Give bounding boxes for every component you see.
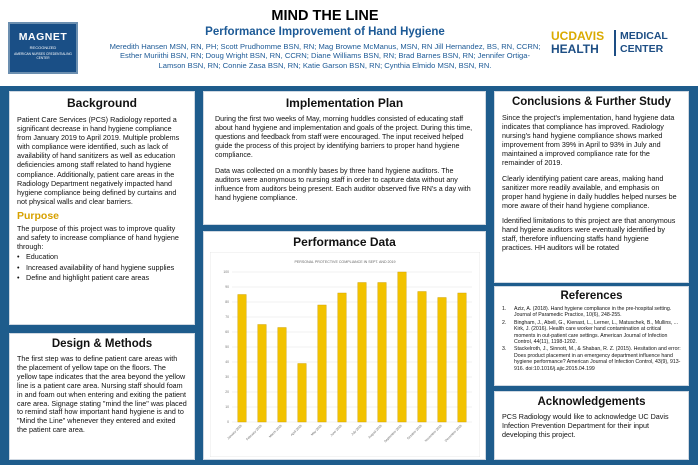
magnet-recognized-logo — [8, 22, 78, 74]
x-tick-label: May 2019 — [309, 423, 323, 437]
conclusions-heading: Conclusions & Further Study — [511, 96, 672, 108]
medical-logo-text: MEDICAL — [620, 30, 668, 42]
background-heading: Background — [66, 96, 137, 110]
x-tick-label: October 2019 — [406, 423, 423, 441]
references-heading: References — [560, 290, 623, 302]
references-panel — [494, 286, 689, 386]
implementation-text-2: Data was collected on a monthly bases by three hand hygiene auditors. The auditors were anonymous to nursing staff in order to capture data without any influence from auditors being present. Each auditor observed five RN's a day with hand hygiene compliance. — [215, 167, 471, 202]
magnet-logo-line1: MAGNET — [18, 31, 68, 43]
y-tick-label: 30 — [225, 375, 229, 380]
chart-bar — [298, 364, 306, 423]
magnet-logo-line2: RECOGNIZED — [29, 45, 57, 50]
poster-header — [0, 0, 698, 86]
implementation-text-1: During the first two weeks of May, morning huddles consisted of educating staff about hand hygiene and implementation and goals of the project. During this time, questions and feedback from staff were encouraged. The input received helped guide the process of this project by identifying barriers to proper hand hygiene compliance. — [215, 115, 473, 159]
y-tick-label: 10 — [225, 405, 229, 410]
x-tick-label: July 2019 — [350, 423, 363, 437]
performance-data-panel — [203, 231, 486, 460]
y-tick-label: 40 — [225, 360, 229, 365]
reference-number: 2. — [502, 319, 507, 326]
implementation-plan-heading: Implementation Plan — [285, 96, 404, 110]
reference-item — [502, 306, 681, 319]
ucdavis-logo-text: UCDAVIS — [551, 29, 605, 43]
reference-text: Bingham, J., Abell, G., Kienast, L., Lerner, L., Matuschek, B., Mullins, ... Kirk, J. (2016). Health care worker hand contamination at critical moments in out-patient care settings. American Journal of Infection Control, 44(11), 1198-1202. — [514, 319, 679, 346]
list-item: • Define and highlight patient care areas — [17, 273, 187, 283]
references-list — [502, 306, 681, 372]
x-tick-label: November 2019 — [423, 423, 443, 443]
background-text: Patient Care Services (PCS) Radiology reported a significant decrease in hand hygiene compliance from January 2019 to April 2019. Multiple problems with compliance were identified, such as lack of availability of hand sanitizers as well as education deficiencies among staff related to hand hygiene compliance. Additionally, patient care areas in the Radiology Department negatively impacted hand hygiene compliance being defined by curtains and not physical walls and clear barriers. — [17, 115, 180, 206]
x-tick-label: January 2019 — [226, 423, 243, 441]
chart-bar — [398, 272, 406, 422]
chart-bar — [338, 293, 346, 422]
conclusions-text-2: Clearly identifying patient care areas, making hand sanitizer more readily available, and emphasis on proper hand hygiene in daily huddles helped nurses be more aware of their hand hygiene compliance. — [502, 173, 677, 210]
purpose-heading: Purpose — [17, 209, 60, 222]
x-tick-label: August 2019 — [367, 423, 383, 440]
chart-bar — [318, 305, 326, 422]
x-tick-label: December 2019 — [443, 423, 463, 443]
medical-center-logo — [620, 30, 668, 56]
conclusions-text-1: Since the project's implementation, hand hygiene data indicates that compliance has improved. Radiology nursing's hand hygiene compliance shows marked improvement from 39% in April to 93% in July and maintained a improved compliance rate for the remainder of 2019. — [502, 113, 675, 168]
reference-item — [502, 320, 681, 346]
chart-bar — [418, 292, 426, 423]
ucdavis-health-logo — [551, 30, 613, 56]
reference-number: 3. — [502, 346, 507, 353]
x-tick-label: April 2019 — [289, 423, 303, 437]
list-item: • Education — [17, 252, 187, 262]
design-methods-heading: Design & Methods — [51, 338, 153, 350]
purpose-list — [17, 252, 187, 283]
acknowledgements-panel — [494, 391, 689, 460]
acknowledgements-text: PCS Radiology would like to acknowledge UC Davis Infection Prevention Department for their input developing this project. — [502, 412, 669, 440]
x-tick-label: September 2019 — [383, 423, 403, 444]
poster-subtitle: Performance Improvement of Hand Hygiene — [205, 26, 445, 38]
author-list — [100, 42, 550, 70]
acknowledgements-heading: Acknowledgements — [537, 396, 646, 408]
logo-divider — [614, 30, 616, 56]
y-tick-label: 90 — [225, 285, 229, 290]
magnet-logo-line3: AMERICAN NURSES CREDENTIALING CENTER — [14, 52, 72, 60]
performance-data-heading: Performance Data — [293, 235, 396, 249]
x-tick-label: June 2019 — [329, 423, 343, 438]
purpose-text: The purpose of this project was to improve quality and safety to increase compliance of hand hygiene through: — [17, 223, 179, 252]
list-item: • Increased availability of hand hygiene supplies — [17, 263, 187, 273]
hand-hygiene-compliance-chart — [210, 252, 480, 457]
x-tick-label: March 2019 — [267, 423, 283, 439]
conclusions-text-3: Identified limitations to this project are that anonymous hand hygiene auditors were eventually identified by staff, therefore influencing staffs hand hygiene practices. HH auditors will be rotated — [502, 215, 676, 253]
health-logo-text: HEALTH — [551, 42, 599, 56]
chart-title: PERSONAL PROTECTIVE COMPLIANCE IN SEPT. AND 2019 — [294, 260, 396, 264]
y-tick-label: 80 — [225, 300, 229, 305]
background-panel — [9, 91, 195, 325]
y-tick-label: 70 — [225, 315, 229, 320]
author-line: Esther Muriithi BSN, RN; Doug Wright BSN, RN, CCRN; Diane Williams BSN, RN; Brad Barnes BSN, RN; Jennifer Ortiga- — [119, 51, 531, 61]
chart-bar — [278, 328, 286, 423]
poster-title: MIND THE LINE — [271, 8, 379, 24]
y-tick-label: 0 — [227, 420, 229, 425]
y-tick-label: 20 — [225, 390, 229, 395]
author-line: Lamson BSN, RN; Connie Zasa BSN, RN; Katie Garson BSN, RN; Cynthia Elmido MSN, BSN, RN. — [158, 60, 492, 70]
reference-item — [502, 346, 681, 372]
chart-bar — [238, 295, 246, 423]
y-tick-label: 60 — [225, 330, 229, 335]
center-logo-text: CENTER — [620, 43, 664, 55]
design-methods-panel — [9, 333, 195, 460]
y-tick-label: 50 — [225, 345, 229, 350]
conclusions-panel — [494, 91, 689, 283]
implementation-plan-panel — [203, 91, 486, 225]
chart-bar — [258, 325, 266, 423]
design-methods-text: The first step was to define patient care areas with the placement of yellow tape on the floors. The yellow tape indicates that the area beyond the yellow line is a patient care area. Nursing staff should foam in and foam out when entering and exiting the patient care area. Signage stating "mind the line" was placed to remind staff how important hand hygiene is and to "Mind the Line" whenever they entered and exited the patient care area. — [17, 354, 187, 435]
y-tick-label: 100 — [223, 270, 229, 275]
reference-text: Stackelroth, J., Sinnott, M., & Shaban, R. Z. (2015). Hesitation and error: Does product placement in an emergency department influence hand hygiene performance? American Journal of Infection Control, 43(9), 913-916. doi:10.1016/j.ajic.2015.04.199 — [514, 346, 681, 372]
chart-bar — [438, 298, 446, 423]
chart-bar — [358, 283, 366, 423]
chart-bar — [378, 283, 386, 423]
reference-text: Aziz, A. (2018). Hand hygiene compliance in the pre-hospital setting. Journal of Paramedic Practice, 10(6), 248-255. — [514, 306, 672, 319]
chart-bar — [458, 293, 466, 422]
author-line: Meredith Hansen MSN, RN, PH; Scott Prudhomme BSN, RN; Mag Browne McManus, MSN, RN Jill Hernandez, BS, RN, CCRN; — [109, 42, 541, 51]
reference-number: 1. — [502, 306, 507, 312]
x-tick-label: February 2019 — [245, 423, 263, 442]
